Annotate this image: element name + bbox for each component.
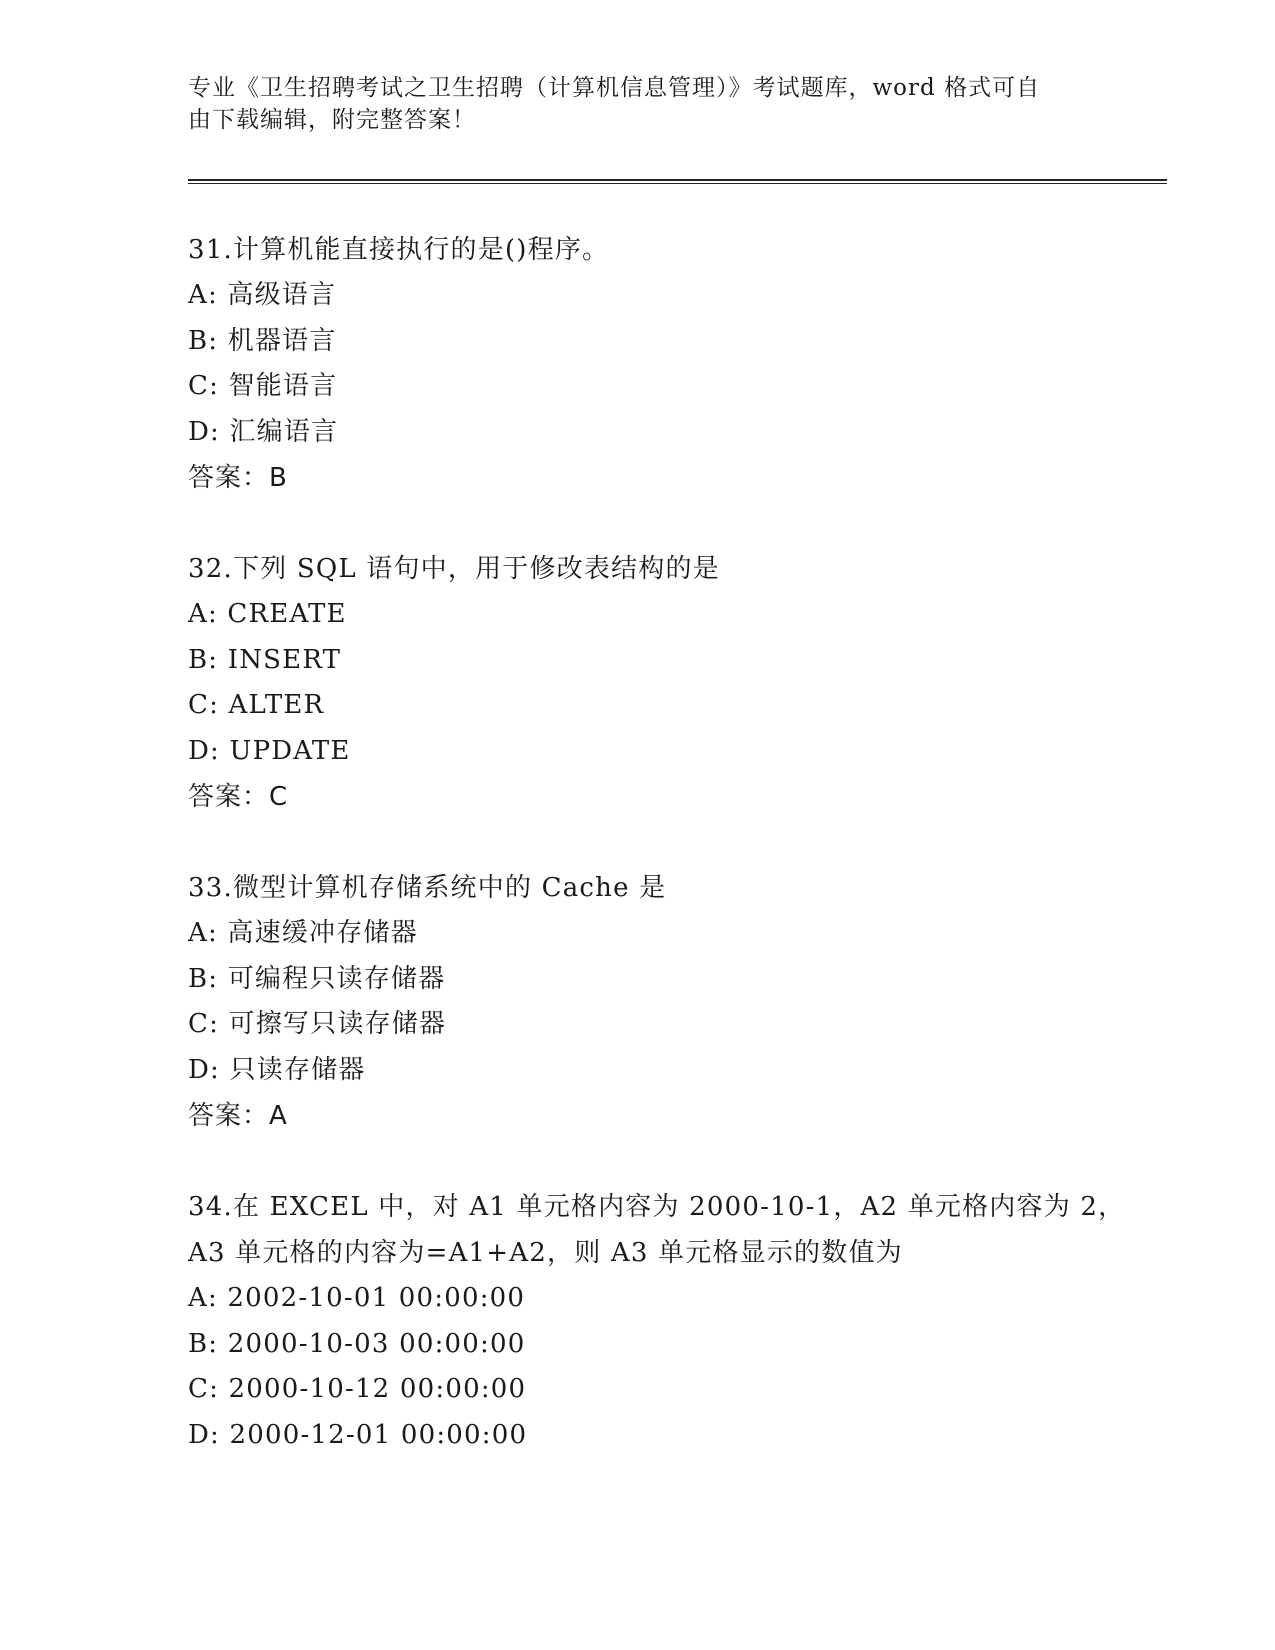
option-a: A: 高级语言 <box>188 280 337 310</box>
option-b: B: INSERT <box>188 644 342 675</box>
question-33 <box>188 865 1148 1139</box>
option-a: A: CREATE <box>188 599 347 629</box>
answer: 答案：B <box>188 463 288 493</box>
question-stem-line-1: 34.在 EXCEL 中，对 A1 单元格内容为 2000-10-1，A2 单元格内容为 2， <box>188 1192 1126 1222</box>
question-stem: 31.计算机能直接执行的是()程序。 <box>188 235 610 265</box>
option-d: D: 汇编语言 <box>188 416 339 447</box>
question-stem: 33.微型计算机存储系统中的 Cache 是 <box>188 873 667 903</box>
option-c: C: ALTER <box>188 690 325 720</box>
answer: 答案：C <box>188 782 289 812</box>
option-a: A: 高速缓冲存储器 <box>188 918 418 948</box>
header-line-1: 专业《卫生招聘考试之卫生招聘（计算机信息管理）》考试题库，word 格式可自 <box>188 75 1041 101</box>
option-d: D: UPDATE <box>188 735 351 766</box>
option-c: C: 智能语言 <box>188 371 338 401</box>
option-b: B: 2000-10-03 00:00:00 <box>188 1328 526 1359</box>
question-stem-line-2: A3 单元格的内容为=A1+A2，则 A3 单元格显示的数值为 <box>188 1238 903 1268</box>
question-stem: 32.下列 SQL 语句中，用于修改表结构的是 <box>188 554 720 584</box>
question-31 <box>188 227 1148 501</box>
question-32 <box>188 546 1148 820</box>
option-c: C: 2000-10-12 00:00:00 <box>188 1374 527 1404</box>
option-b: B: 可编程只读存储器 <box>188 963 446 994</box>
question-34 <box>188 1184 1148 1458</box>
option-d: D: 只读存储器 <box>188 1054 366 1085</box>
document-header <box>188 72 1088 136</box>
header-line-2: 由下载编辑，附完整答案！ <box>188 107 476 133</box>
answer: 答案：A <box>188 1101 288 1131</box>
option-c: C: 可擦写只读存储器 <box>188 1009 447 1039</box>
option-b: B: 机器语言 <box>188 325 337 356</box>
header-divider <box>188 179 1167 184</box>
option-d: D: 2000-12-01 00:00:00 <box>188 1419 528 1450</box>
option-a: A: 2002-10-01 00:00:00 <box>188 1283 526 1313</box>
